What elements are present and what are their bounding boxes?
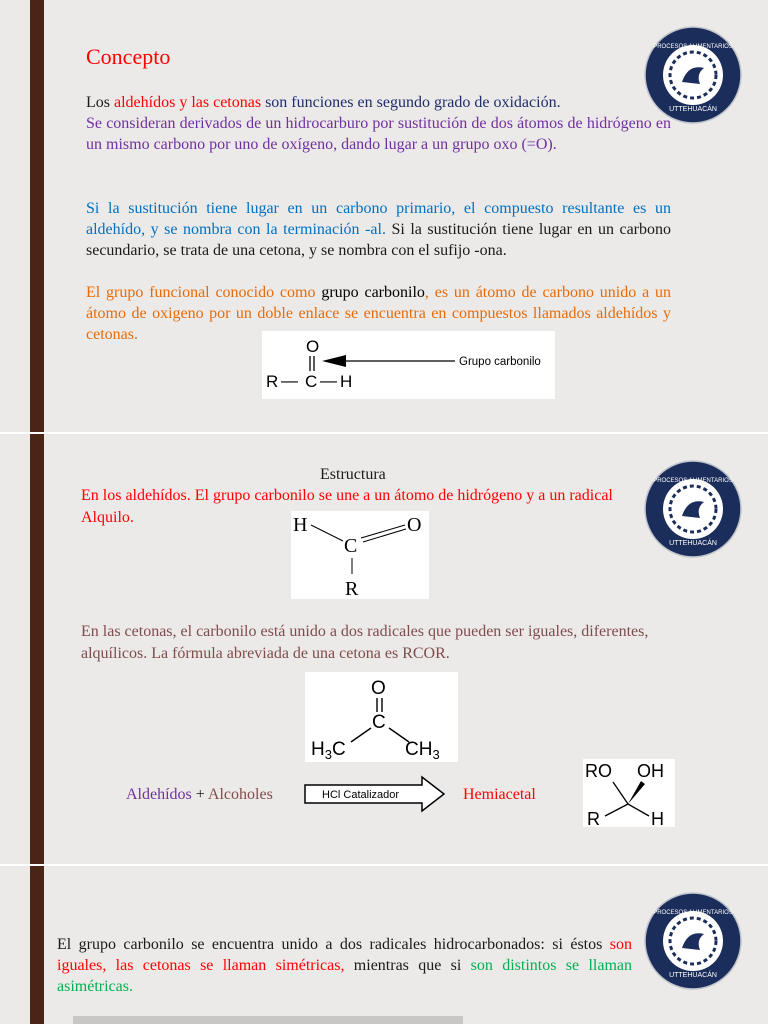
text-grupo-conocido: El grupo funcional conocido como <box>86 284 322 301</box>
left-accent-bar <box>30 866 44 1024</box>
reaction-reactants <box>126 784 273 805</box>
ketone-left-methyl: $H_3C$ <box>311 739 346 762</box>
plus-sign: + <box>191 786 208 803</box>
paragraph-sustitucion <box>86 198 671 261</box>
hemiacetal-oh: OH <box>637 761 664 781</box>
ketone-structure-diagram <box>305 672 458 762</box>
ketone-c-atom: C <box>372 712 386 733</box>
aldehyde-structure-diagram <box>291 511 429 599</box>
logo-top-text: PROCESOS ALIMENTARIOS <box>653 44 733 50</box>
grupo-carbonilo-label: Grupo carbonilo <box>459 356 541 368</box>
ketone-o-atom: O <box>371 678 386 699</box>
oxygen-atom: O <box>306 337 320 356</box>
bond-right: — <box>320 371 337 390</box>
university-logo <box>644 460 742 563</box>
ketone-right-methyl: $CH_3$ <box>405 739 440 762</box>
aldehyde-c-atom: C <box>344 535 358 557</box>
hydrogen-atom: H <box>340 372 353 391</box>
text-segundo-grado: son funciones en segundo grado de oxidación. <box>261 94 561 111</box>
aldehyde-r-group: R <box>345 578 359 599</box>
hemiacetal-structure-diagram <box>583 759 675 827</box>
hemiacetal-r: R <box>587 809 600 827</box>
text-los: Los <box>86 94 114 111</box>
r-group: R <box>266 372 279 391</box>
carbonyl-group-diagram <box>262 331 555 399</box>
logo-top-text: PROCESOS ALIMENTARIOS <box>653 478 733 484</box>
logo-bottom-text: UTTEHUACÁN <box>669 106 717 113</box>
aldehyde-o-atom: O <box>407 514 422 536</box>
paragraph-aldehidos: En los aldehídos. El grupo carbonilo se une a un átomo de hidrógeno y a un radical Alquilo. <box>81 487 613 526</box>
hemiacetal-ro: RO <box>585 761 612 781</box>
catalyst-label: HCl Catalizador <box>322 789 400 801</box>
paragraph-intro <box>86 92 671 113</box>
text-carbonilo-def: , es un átomo de carbono unido a un átomo de oxigeno por un doble enlace se encuentra en compuestos llamados aldehídos y cetonas. <box>86 284 672 343</box>
logo-bottom-text: UTTEHUACÁN <box>669 972 717 979</box>
slide-title: Concepto <box>86 44 171 69</box>
section-heading: Estructura <box>320 466 386 483</box>
text-aldehido-al: Si la sustitución tiene lugar en un carbono primario, el compuesto resultante es un aldehído, y se nombra con la terminación -al. <box>86 200 671 238</box>
left-accent-bar <box>30 434 44 864</box>
paragraph-cetonas: En las cetonas, el carbonilo está unido a dos radicales que pueden ser iguales, diferentes, alquílicos. La fórmula abreviada de una cetona es RCOR. <box>81 623 649 662</box>
hemiacetal-h: H <box>651 809 664 827</box>
logo-top-text: PROCESOS ALIMENTARIOS <box>653 910 733 916</box>
slide-concepto <box>0 0 768 432</box>
carbon-atom: C <box>305 372 318 391</box>
text-aldehidos-cetonas: aldehídos y las cetonas <box>114 94 262 111</box>
slide-simetricas <box>0 866 768 1024</box>
university-logo <box>644 892 742 995</box>
slide-estructura <box>0 434 768 864</box>
bond-left: — <box>281 371 298 390</box>
reaction-arrow <box>304 775 446 818</box>
aldehyde-h-atom: H <box>293 514 308 536</box>
arrow-head-icon <box>322 355 346 367</box>
logo-bottom-text: UTTEHUACÁN <box>669 540 717 547</box>
paragraph-derivados: Se consideran derivados de un hidrocarburo por sustitución de dos átomos de hidrógeno en un mismo carbono por uno de oxígeno, dando lugar a un grupo oxo (=O). <box>86 115 671 153</box>
text-carbonilo-term: grupo carbonilo <box>321 284 425 301</box>
university-logo <box>644 26 742 129</box>
text-asimetricas: son distintos se llaman asimétricas. <box>57 957 632 995</box>
text-cetona-ona: Si la sustitución tiene lugar en un carbono secundario, se trata de una cetona, y se nombra con el sufijo -ona. <box>86 221 672 259</box>
reactant-alcoholes: Alcoholes <box>207 786 273 803</box>
text-mientras: mientras que si <box>344 957 471 974</box>
reaction-product: Hemiacetal <box>463 786 536 803</box>
left-accent-bar <box>30 0 44 432</box>
reactant-aldehidos: Aldehídos <box>126 786 192 803</box>
text-radicales: El grupo carbonilo se encuentra unido a dos radicales hidrocarbonados: si éstos <box>57 936 610 953</box>
paragraph-simetricas <box>57 934 632 997</box>
text-simetricas: son iguales, las cetonas se llaman simétricas, <box>57 936 632 974</box>
image-placeholder-strip <box>73 1016 463 1024</box>
